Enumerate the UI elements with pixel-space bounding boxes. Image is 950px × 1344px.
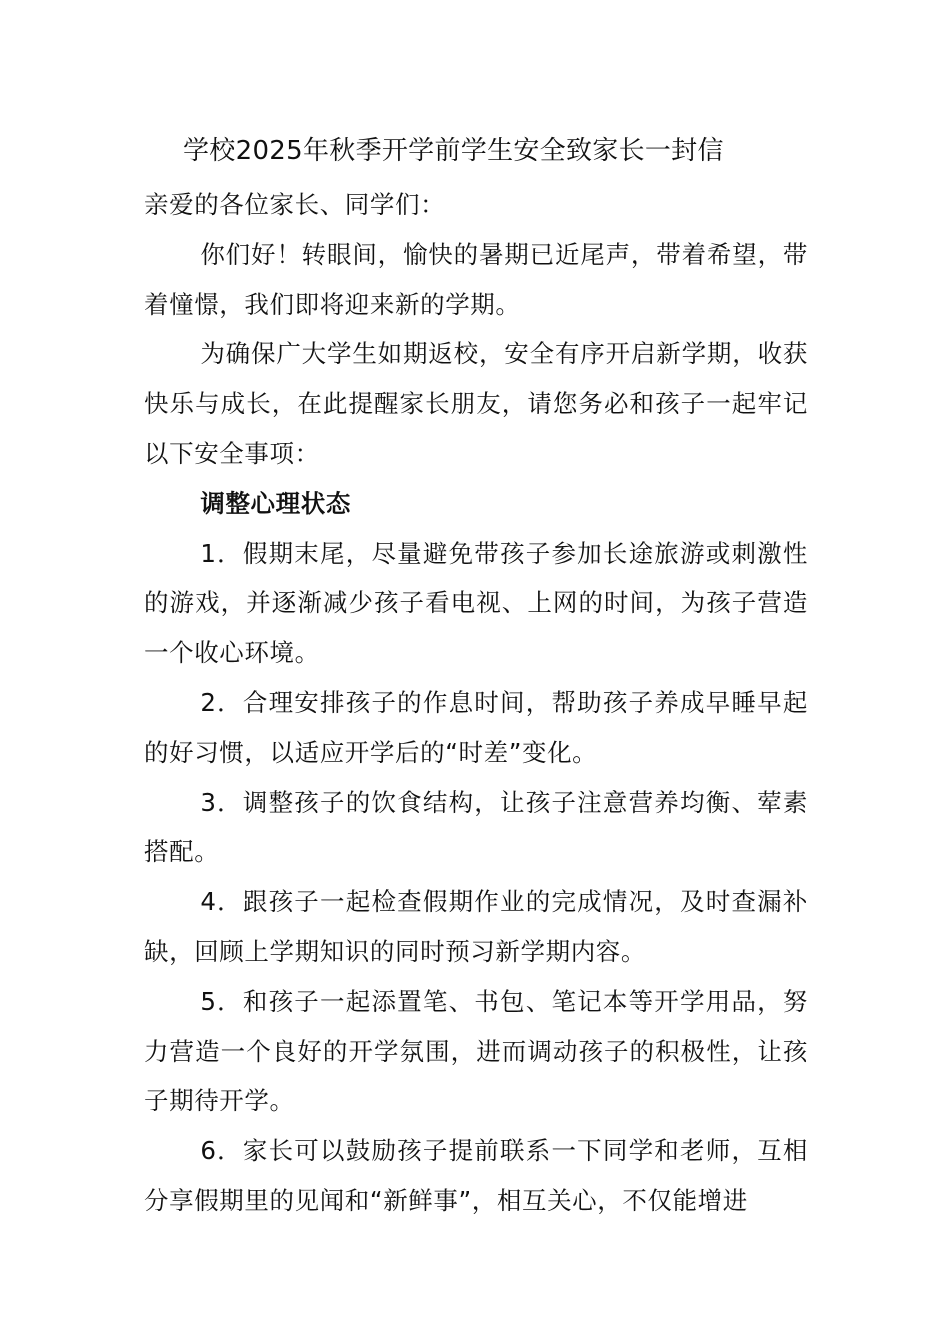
document-title: 学校2025年秋季开学前学生安全致家长一封信 (183, 136, 724, 166)
list-item: 5．和孩子一起添置笔、书包、笔记本等开学用品，努力营造一个良好的开学氛围，进而调动孩子的积极性，让孩子期待开学。 (144, 986, 808, 1116)
list-item: 2．合理安排孩子的作息时间，帮助孩子养成早睡早起的好习惯，以适应开学后的“时差”变化。 (144, 687, 808, 767)
list-item: 4．跟孩子一起检查假期作业的完成情况，及时查漏补缺，回顾上学期知识的同时预习新学期内容。 (144, 887, 808, 966)
document-body (144, 180, 808, 1226)
paragraph-greeting: 你们好！转眼间，愉快的暑期已近尾声，带着希望，带着憧憬，我们即将迎来新的学期。 (144, 239, 808, 319)
section-heading: 调整心理状态 (200, 488, 351, 518)
list-item: 3．调整孩子的饮食结构，让孩子注意营养均衡、荤素搭配。 (144, 787, 808, 867)
salutation: 亲爱的各位家长、同学们： (144, 190, 446, 219)
list-item: 6．家长可以鼓励孩子提前联系一下同学和老师，互相分享假期里的见闻和“新鲜事”，相互关心，不仅能增进 (144, 1136, 808, 1215)
list-item: 1．假期末尾，尽量避免带孩子参加长途旅游或刺激性的游戏，并逐渐减少孩子看电视、上网的时间，为孩子营造一个收心环境。 (144, 538, 808, 668)
paragraph-reminder: 为确保广大学生如期返校，安全有序开启新学期，收获快乐与成长，在此提醒家长朋友，请您务必和孩子一起牢记以下安全事项： (144, 339, 808, 468)
